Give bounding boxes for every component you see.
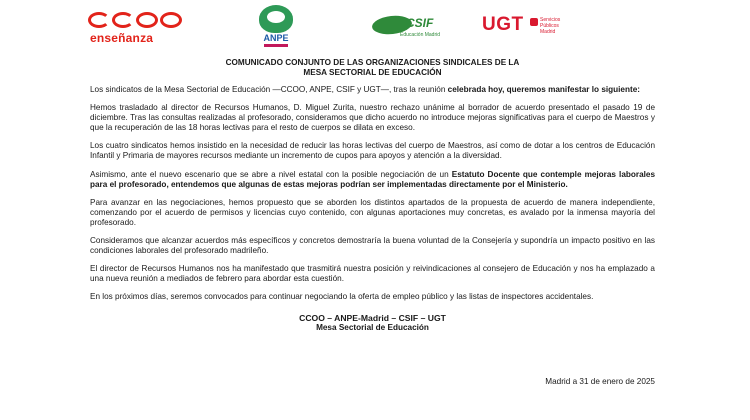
paragraph-5 [90, 198, 655, 228]
paragraph-2-text: Hemos trasladado al director de Recursos Humanos, D. Miguel Zurita, nuestro rechazo unánime al borrador de acuerdo presentado el pasado 19 de diciembre. Tras las consultas realizadas al profesorado, consideramos que dicho acuerdo no introduce mejoras significativas para el cuerpo de Maestros y que la recuperación de las 18 horas lectivas para el resto de cuerpos se dilata en exceso. [90, 103, 655, 133]
paragraph-8 [90, 292, 655, 302]
paragraph-7-text: El director de Recursos Humanos nos ha manifestado que trasmitirá nuestra posición y reivindicaciones al consejero de Educación y nos ha emplazado a una nueva reunión a mediados de febrero para abordar esta cuestión. [90, 264, 655, 284]
title-line-1: COMUNICADO CONJUNTO DE LAS ORGANIZACIONES SINDICALES DE LA [225, 58, 520, 67]
paragraph-1 [90, 85, 655, 95]
document-title [90, 58, 655, 77]
anpe-logo-bar [264, 44, 288, 47]
anpe-logo-mark [259, 5, 293, 33]
paragraph-6 [90, 236, 655, 256]
paragraph-2 [90, 103, 655, 133]
paragraph-7 [90, 264, 655, 284]
paragraph-4-bold: Estatuto Docente que contemple mejoras laborales para el profesorado, entendemos que algunas de estas mejoras podrían ser implementadas directamente por el Ministerio. [90, 169, 655, 189]
ugt-logo-name: UGT [482, 14, 524, 35]
csif-logo [372, 14, 454, 42]
paragraph-3-text: Los cuatro sindicatos hemos insistido en la necesidad de reducir las horas lectivas del cuerpo de Maestros, así como de dotar a los centros de Educación Infantil y Primaria de mayores recursos mediante un incremento de cupos para apoyos y atención a la diversidad. [90, 141, 655, 161]
paragraph-4 [90, 170, 655, 190]
paragraph-5-text: Para avanzar en las negociaciones, hemos propuesto que se aborden los distintos apartados de la propuesta de acuerdo de manera independiente, comenzando por el acuerdo de permisos y licencias cuyo contenido, con algunas aportaciones muy concretas, es avalado por la inmensa mayoría del profesorado. [90, 197, 655, 227]
document-date: Madrid a 31 de enero de 2025 [545, 377, 655, 386]
paragraph-6-text: Consideramos que alcanzar acuerdos más específicos y concretos demostraría la buena voluntad de la Consejería y supondría un impacto positivo en las condiciones laborales del profesorado madrileño. [90, 236, 655, 256]
document-body [90, 58, 655, 333]
ccoo-logo [88, 12, 190, 45]
signature-organizations: CCOO – ANPE-Madrid – CSIF – UGT [299, 312, 446, 323]
paragraph-3 [90, 141, 655, 161]
signature-committee: Mesa Sectorial de Educación [316, 322, 429, 332]
csif-logo-name: CSIF [406, 16, 434, 30]
anpe-logo-name: ANPE [263, 33, 289, 43]
ugt-logo [482, 14, 564, 42]
csif-logo-subtitle: Educación Madrid [400, 32, 441, 38]
paragraph-1-bold: celebrada hoy, queremos manifestar lo siguiente: [447, 85, 640, 94]
ccoo-logo-mark [88, 12, 188, 30]
paragraph-8-text: En los próximos días, seremos convocados para continuar negociando la oferta de empleo público y las listas de inspectores accidentales. [90, 292, 594, 302]
ccoo-logo-subtitle: enseñanza [90, 31, 154, 45]
paragraph-4-text: Asimismo, ante el nuevo escenario que se abre a nivel estatal con la posible negociación de un [90, 169, 452, 179]
ugt-logo-subtitle: Servicios Públicos Madrid [540, 17, 561, 35]
title-line-2: MESA SECTORIAL DE EDUCACIÓN [303, 67, 442, 77]
logo-header [0, 0, 750, 56]
signature-block [90, 313, 655, 333]
anpe-logo [256, 5, 296, 49]
paragraph-1-text: Los sindicatos de la Mesa Sectorial de Educación —CCOO, ANPE, CSIF y UGT—, tras la reunión [90, 85, 448, 94]
ugt-logo-mark [530, 18, 538, 26]
